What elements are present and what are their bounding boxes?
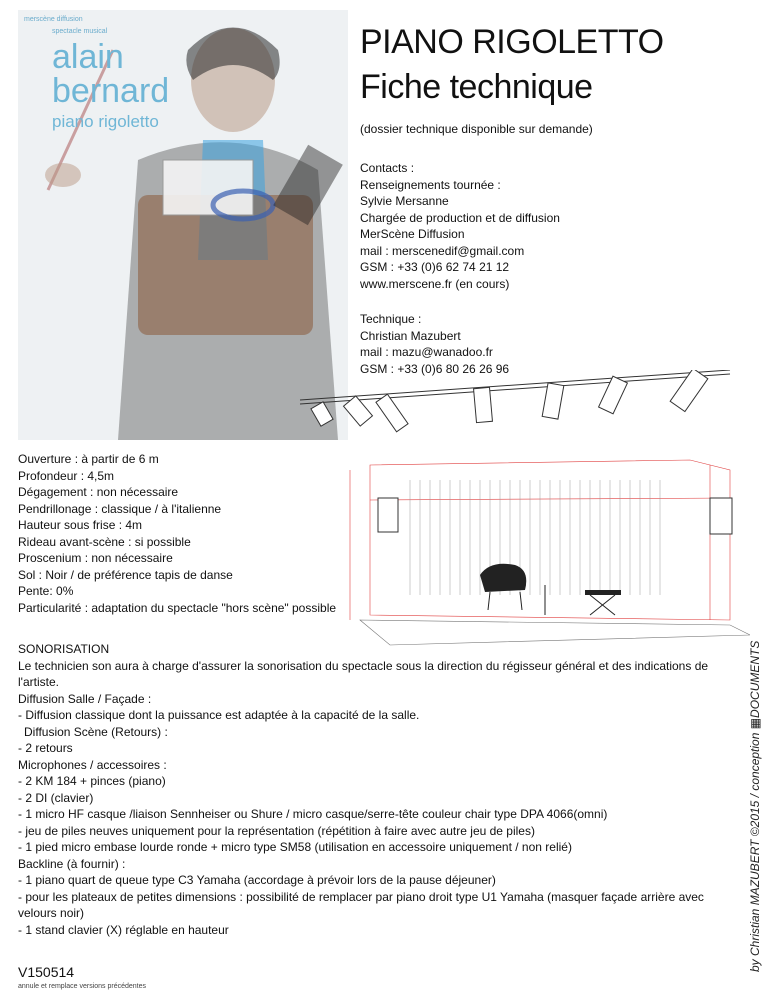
sono-line: Le technicien son aura à charge d'assurer la sonorisation du spectacle sous la direction du régisseur général et des indications de l'artiste.	[18, 658, 709, 689]
technique-line: Christian Mazubert	[360, 328, 461, 343]
sonorisation-block	[18, 641, 738, 938]
poster-presenter: merscène diffusion	[24, 16, 83, 23]
spec-line: Ouverture : à partir de 6 m	[18, 452, 159, 466]
poster-genre: spectacle musical	[52, 28, 108, 35]
page-subtitle: Fiche technique	[360, 68, 593, 106]
technique-phone: GSM : +33 (0)6 80 26 26 96	[360, 361, 510, 376]
technique-heading: Technique :	[360, 312, 422, 326]
contacts-line: Sylvie Mersanne	[360, 194, 449, 208]
version-note: annule et remplace versions précédentes	[18, 983, 147, 990]
sono-line: - jeu de piles neuves uniquement pour la représentation (répétition à faire avec autre jeu de piles)	[18, 823, 535, 838]
poster-show-title: piano rigoletto	[52, 112, 159, 131]
sono-line: - pour les plateaux de petites dimensions : possibilité de remplacer par piano droit type U1 Yamaha (masquer façade arrière avec velours noir)	[18, 889, 704, 920]
contacts-phone: GSM : +33 (0)6 62 74 21 12	[360, 260, 510, 274]
spec-line: Profondeur : 4,5m	[18, 468, 115, 483]
sono-line: Microphones / accessoires :	[18, 757, 167, 772]
sono-line: - 1 piano quart de queue type C3 Yamaha (accordage à prévoir lors de la pause déjeuner)	[18, 873, 496, 887]
sonorisation-heading: SONORISATION	[18, 642, 110, 656]
technique-email[interactable]: mail : mazu@wanadoo.fr	[360, 345, 493, 359]
poster-name-first: alain	[52, 38, 124, 76]
spec-line: Dégagement : non nécessaire	[18, 485, 179, 499]
page-title: PIANO RIGOLETTO	[360, 23, 664, 61]
sono-line: Backline (à fournir) :	[18, 856, 126, 871]
poster-name-last: bernard	[52, 72, 170, 110]
contacts-email[interactable]: mail : merscenedif@gmail.com	[360, 243, 525, 258]
stage-plan-illustration	[290, 370, 750, 660]
sono-line: - Diffusion classique dont la puissance est adaptée à la capacité de la salle.	[18, 708, 420, 722]
contacts-heading: Contacts :	[360, 161, 415, 175]
contacts-line: MerScène Diffusion	[360, 227, 465, 241]
contacts-line: Renseignements tournée :	[360, 177, 501, 192]
spec-line: Proscenium : non nécessaire	[18, 551, 173, 565]
spec-line: Pendrillonage : classique / à l'italienne	[18, 501, 222, 516]
contacts-line: Chargée de production et de diffusion	[360, 210, 560, 225]
sono-line: - 1 micro HF casque /liaison Sennheiser ou Shure / micro casque/serre-tête couleur chair type DPA 4066(omni)	[18, 807, 608, 821]
spec-line: Rideau avant-scène : si possible	[18, 534, 191, 549]
sono-line: Diffusion Salle / Façade :	[18, 691, 152, 706]
contacts-block	[360, 160, 560, 292]
version-number: V150514	[18, 964, 75, 980]
sono-line: Diffusion Scène (Retours) :	[24, 724, 168, 739]
spec-line: Sol : Noir / de préférence tapis de danse	[18, 567, 233, 582]
stage-specs-block	[18, 451, 336, 616]
spec-line: Hauteur sous frise : 4m	[18, 518, 143, 532]
sono-line: - 2 KM 184 + pinces (piano)	[18, 774, 166, 788]
technique-block	[360, 311, 509, 377]
sono-line: - 1 stand clavier (X) réglable en hauteur	[18, 922, 229, 937]
spec-line: Particularité : adaptation du spectacle "hors scène" possible	[18, 600, 337, 615]
contacts-website[interactable]: www.merscene.fr (en cours)	[360, 276, 510, 291]
sono-line: - 2 DI (clavier)	[18, 790, 94, 805]
spec-line: Pente: 0%	[18, 584, 74, 598]
dossier-note: (dossier technique disponible sur demande)	[360, 122, 593, 136]
sono-line: - 2 retours	[18, 741, 73, 755]
sono-line: - 1 pied micro embase lourde ronde + micro type SM58 (utilisation en accessoire uniquement / non relié)	[18, 840, 572, 854]
credit-vertical: by Christian MAZUBERT ©2015 / conception ▦DOCUMENTS	[748, 640, 762, 972]
